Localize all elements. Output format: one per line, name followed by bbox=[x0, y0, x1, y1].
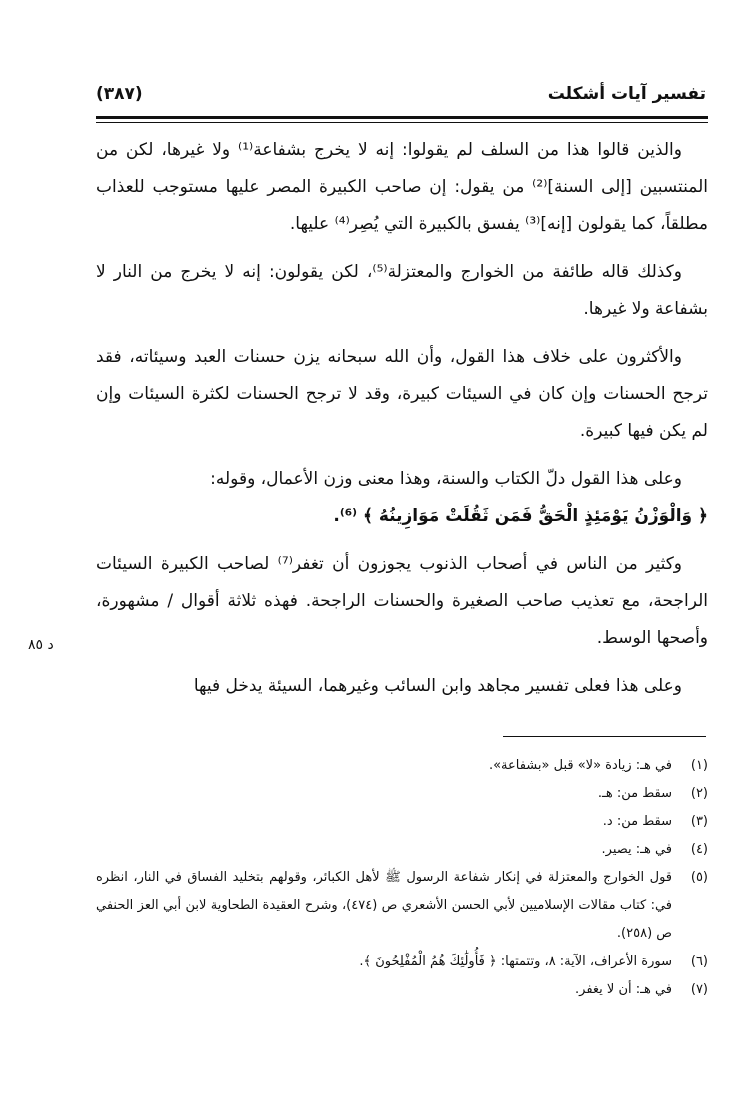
footnote-text: سقط من: هـ. bbox=[597, 786, 672, 801]
footnote-number: (٤) bbox=[690, 842, 708, 857]
footnote-text: في هـ: أن لا يغفر. bbox=[575, 982, 672, 997]
footnotes bbox=[96, 752, 708, 1004]
footnote bbox=[96, 864, 708, 948]
footnote-number: (٧) bbox=[690, 982, 708, 997]
footnote-text: قول الخوارج والمعتزلة في إنكار شفاعة الرسول ﷺ لأهل الكبائر، وقولهم بتخليد الفساق في النار، انظره في: كتاب مقالات الإسلاميين لأبي الحسن الأشعري ص (٤٧٤)، وشرح العقيدة الطحاوية لابن أبي العز الحنفي ص (٢٥٨). bbox=[96, 870, 673, 941]
footnote bbox=[96, 836, 708, 864]
footnote bbox=[96, 752, 708, 780]
paragraph: وعلى هذا فعلى تفسير مجاهد وابن السائب وغيرهما، السيئة يدخل فيها bbox=[193, 676, 682, 696]
paragraph: والذين قالوا هذا من السلف لم يقولوا: إنه لا يخرج بشفاعة⁽¹⁾ ولا غيرها، لكن من المنتسبين [إلى السنة]⁽²⁾ من يقول: إن صاحب الكبيرة المصر عليها مستوجب للعذاب مطلقاً، كما يقولون [إنه]⁽³⁾ يفسق بالكبيرة التي يُصِر⁽⁴⁾ عليها. bbox=[96, 140, 708, 234]
footnote-separator bbox=[503, 736, 706, 737]
footnote-number: (٦) bbox=[690, 954, 708, 969]
main-text bbox=[96, 132, 708, 716]
footnote-number: (٥) bbox=[690, 870, 708, 885]
paragraph: وعلى هذا القول دلّ الكتاب والسنة، وهذا معنى وزن الأعمال، وقوله: bbox=[210, 469, 682, 489]
paragraph: وكذلك قاله طائفة من الخوارج والمعتزلة⁽⁵⁾، لكن يقولون: إنه لا يخرج من النار لا بشفاعة ولا غيرها. bbox=[96, 262, 708, 319]
footnote-number: (٣) bbox=[690, 814, 708, 829]
footnote bbox=[96, 780, 708, 808]
running-title: تفسير آيات أشكلت bbox=[547, 84, 706, 104]
footnote-text: سورة الأعراف، الآية: ٨، وتتمتها: ﴿ فَأُولَٰئِكَ هُمُ الْمُفْلِحُونَ ﴾. bbox=[359, 954, 672, 969]
paragraph: والأكثرون على خلاف هذا القول، وأن الله سبحانه يزن حسنات العبد وسيئاته، فقد ترجح الحسنات وإن كان في السيئات كبيرة، وقد لا ترجح الحسنات لكثرة السيئات وإن لم يكن فيها كبيرة. bbox=[96, 347, 708, 441]
footnote bbox=[96, 976, 708, 1004]
margin-manuscript-note: د ٨٥ bbox=[28, 637, 54, 653]
footnote bbox=[96, 808, 708, 836]
header-rule-thick bbox=[96, 116, 708, 119]
quran-verse: ﴿ وَالْوَزْنُ يَوْمَئِذٍ الْحَقُّ فَمَن ثَقُلَتْ مَوَازِينُهُ ﴾ ⁽⁶⁾. bbox=[333, 506, 708, 526]
page-number: (٣٨٧) bbox=[96, 84, 143, 104]
header-rule-thin bbox=[96, 122, 708, 123]
footnote-text: سقط من: د. bbox=[602, 814, 672, 829]
page-header bbox=[96, 84, 706, 104]
footnote bbox=[96, 948, 708, 976]
footnote-text: في هـ: يصير. bbox=[601, 842, 672, 857]
footnote-text: في هـ: زيادة «لا» قبل «بشفاعة». bbox=[488, 758, 672, 773]
paragraph: وكثير من الناس في أصحاب الذنوب يجوزون أن تغفر⁽⁷⁾ لصاحب الكبيرة السيئات الراجحة، مع تعذيب صاحب الصغيرة والحسنات الراجحة. فهذه ثلاثة أقوال / مشهورة، وأصحها الوسط. bbox=[96, 554, 708, 648]
footnote-number: (٢) bbox=[690, 786, 708, 801]
footnote-number: (١) bbox=[690, 758, 708, 773]
